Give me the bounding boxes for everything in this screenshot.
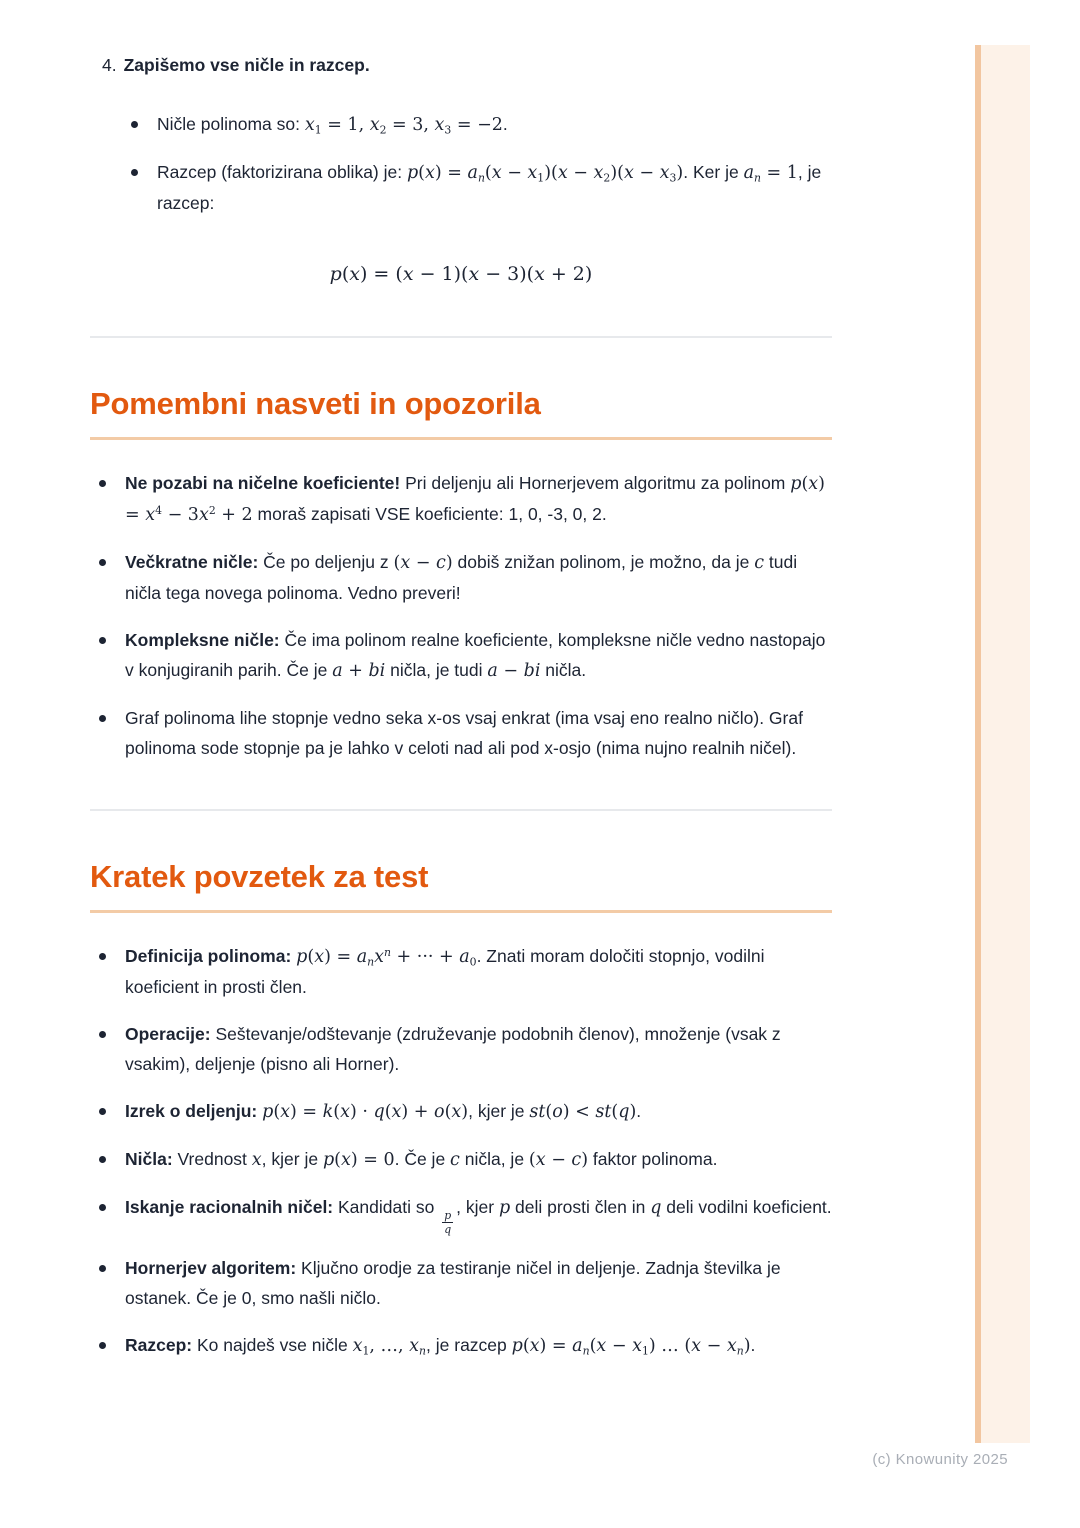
bullet-icon	[99, 1108, 106, 1115]
list-item-text: Definicija polinoma: $p(x) = a_nx^n$ + ··· + $a_0$. Znati moram določiti stopnjo, vodilni koeficient in prosti člen.	[125, 946, 765, 997]
section-divider	[90, 809, 832, 811]
bullet-icon	[131, 169, 138, 176]
footer-copyright: (c) Knowunity 2025	[872, 1451, 1008, 1468]
list-item	[122, 157, 832, 218]
title-underline	[90, 437, 832, 440]
step-number: 4.	[102, 55, 117, 75]
list-item	[90, 1253, 832, 1313]
list-item	[90, 1096, 832, 1127]
list-item-text: Ničle polinoma so: $x_1 = 1$, $x_2 = 3$, $x_3 = -2$.	[157, 114, 508, 137]
bullet-icon	[99, 480, 106, 487]
content-column	[90, 50, 832, 1378]
list-item-text: Razcep (faktorizirana oblika) je: $p(x) = a_n(x - x_1)(x - x_2)(x - x_3)$. Ker je $a_n = 1$, je razcep:	[157, 162, 822, 213]
bullet-list	[90, 468, 832, 763]
bullet-icon	[99, 637, 106, 644]
list-item-text: Ne pozabi na ničelne koeficiente! Pri deljenju ali Hornerjevem algoritmu za polinom $p(x) = x^4 - 3x^2 + 2$ moraš zapisati VSE koeficiente: 1, 0, -3, 0, 2.	[125, 473, 825, 525]
bullet-icon	[99, 1204, 106, 1211]
list-item	[90, 1019, 832, 1079]
list-item-text: Iskanje racionalnih ničel: Kandidati so $\frac{p}{q}$ , kjer p deli prosti člen in q deli vodilni koeficient.	[125, 1197, 832, 1237]
list-item-text: Hornerjev algoritem: Ključno orodje za testiranje ničel in deljenje. Zadnja številka je ostanek. Če je 0, smo našli ničlo.	[125, 1257, 781, 1308]
list-item	[90, 547, 832, 608]
section-title: Kratek povzetek za test	[90, 859, 429, 894]
bullet-icon	[99, 1265, 106, 1272]
list-item	[90, 1192, 832, 1236]
list-item-text: Ničla: Vrednost x, kjer je p(x) = 0. Če je c ničla, je (x − c) faktor polinoma.	[125, 1149, 718, 1170]
list-item	[90, 941, 832, 1002]
bullet-icon	[99, 953, 106, 960]
bullet-icon	[99, 1156, 106, 1163]
bullet-icon	[99, 715, 106, 722]
list-item	[90, 1144, 832, 1175]
list-item-text: Izrek o deljenju: p(x) = k(x) · q(x) + o(x), kjer je st(o) < st(q).	[125, 1101, 642, 1122]
list-item	[90, 468, 832, 530]
title-underline	[90, 910, 832, 913]
step-title: Zapišemo vse ničle in razcep.	[123, 55, 370, 75]
list-item-text: Operacije: Seštevanje/odštevanje (združevanje podobnih členov), množenje (vsak z vsakim), deljenje (pisno ali Horner).	[125, 1024, 781, 1074]
list-item	[90, 1330, 832, 1361]
list-item	[90, 625, 832, 686]
list-item-text: Večkratne ničle: Če po deljenju z (x − c) dobiš znižan polinom, je možno, da je c tudi ničla tega novega polinoma. Vedno preveri!	[125, 552, 798, 603]
numbered-step	[90, 50, 832, 80]
list-item-text: Graf polinoma lihe stopnje vedno seka x-os vsaj enkrat (ima vsaj eno realno ničlo). Graf polinoma sode stopnje pa je lahko v celoti nad ali pod x-osjo (nima nujno realnih ničel).	[125, 708, 803, 758]
list-item	[122, 109, 832, 140]
section-povzetek	[90, 857, 832, 1361]
list-item-text: Kompleksne ničle: Če ima polinom realne koeficiente, kompleksne ničle vedno nastopajo v konjugiranih parih. Če je a + bi ničla, je tudi a − bi ničla.	[125, 630, 826, 681]
list-item	[90, 703, 832, 763]
section-divider	[90, 336, 832, 338]
step-bullet-list	[122, 109, 832, 218]
list-item-text: Razcep: Ko najdeš vse ničle $x_1$, …, $x_n$, je razcep $p(x) = a_n(x - x_1)$ … $(x - x_n)$.	[125, 1334, 756, 1357]
side-strip	[975, 45, 1030, 1443]
bullet-list	[90, 941, 832, 1361]
bullet-icon	[131, 121, 138, 128]
bullet-icon	[99, 1342, 106, 1349]
section-title: Pomembni nasveti in opozorila	[90, 386, 541, 421]
bullet-icon	[99, 559, 106, 566]
display-formula: p(x) = (x − 1)(x − 3)(x + 2)	[329, 263, 593, 285]
bullet-icon	[99, 1031, 106, 1038]
section-nasveti	[90, 384, 832, 763]
